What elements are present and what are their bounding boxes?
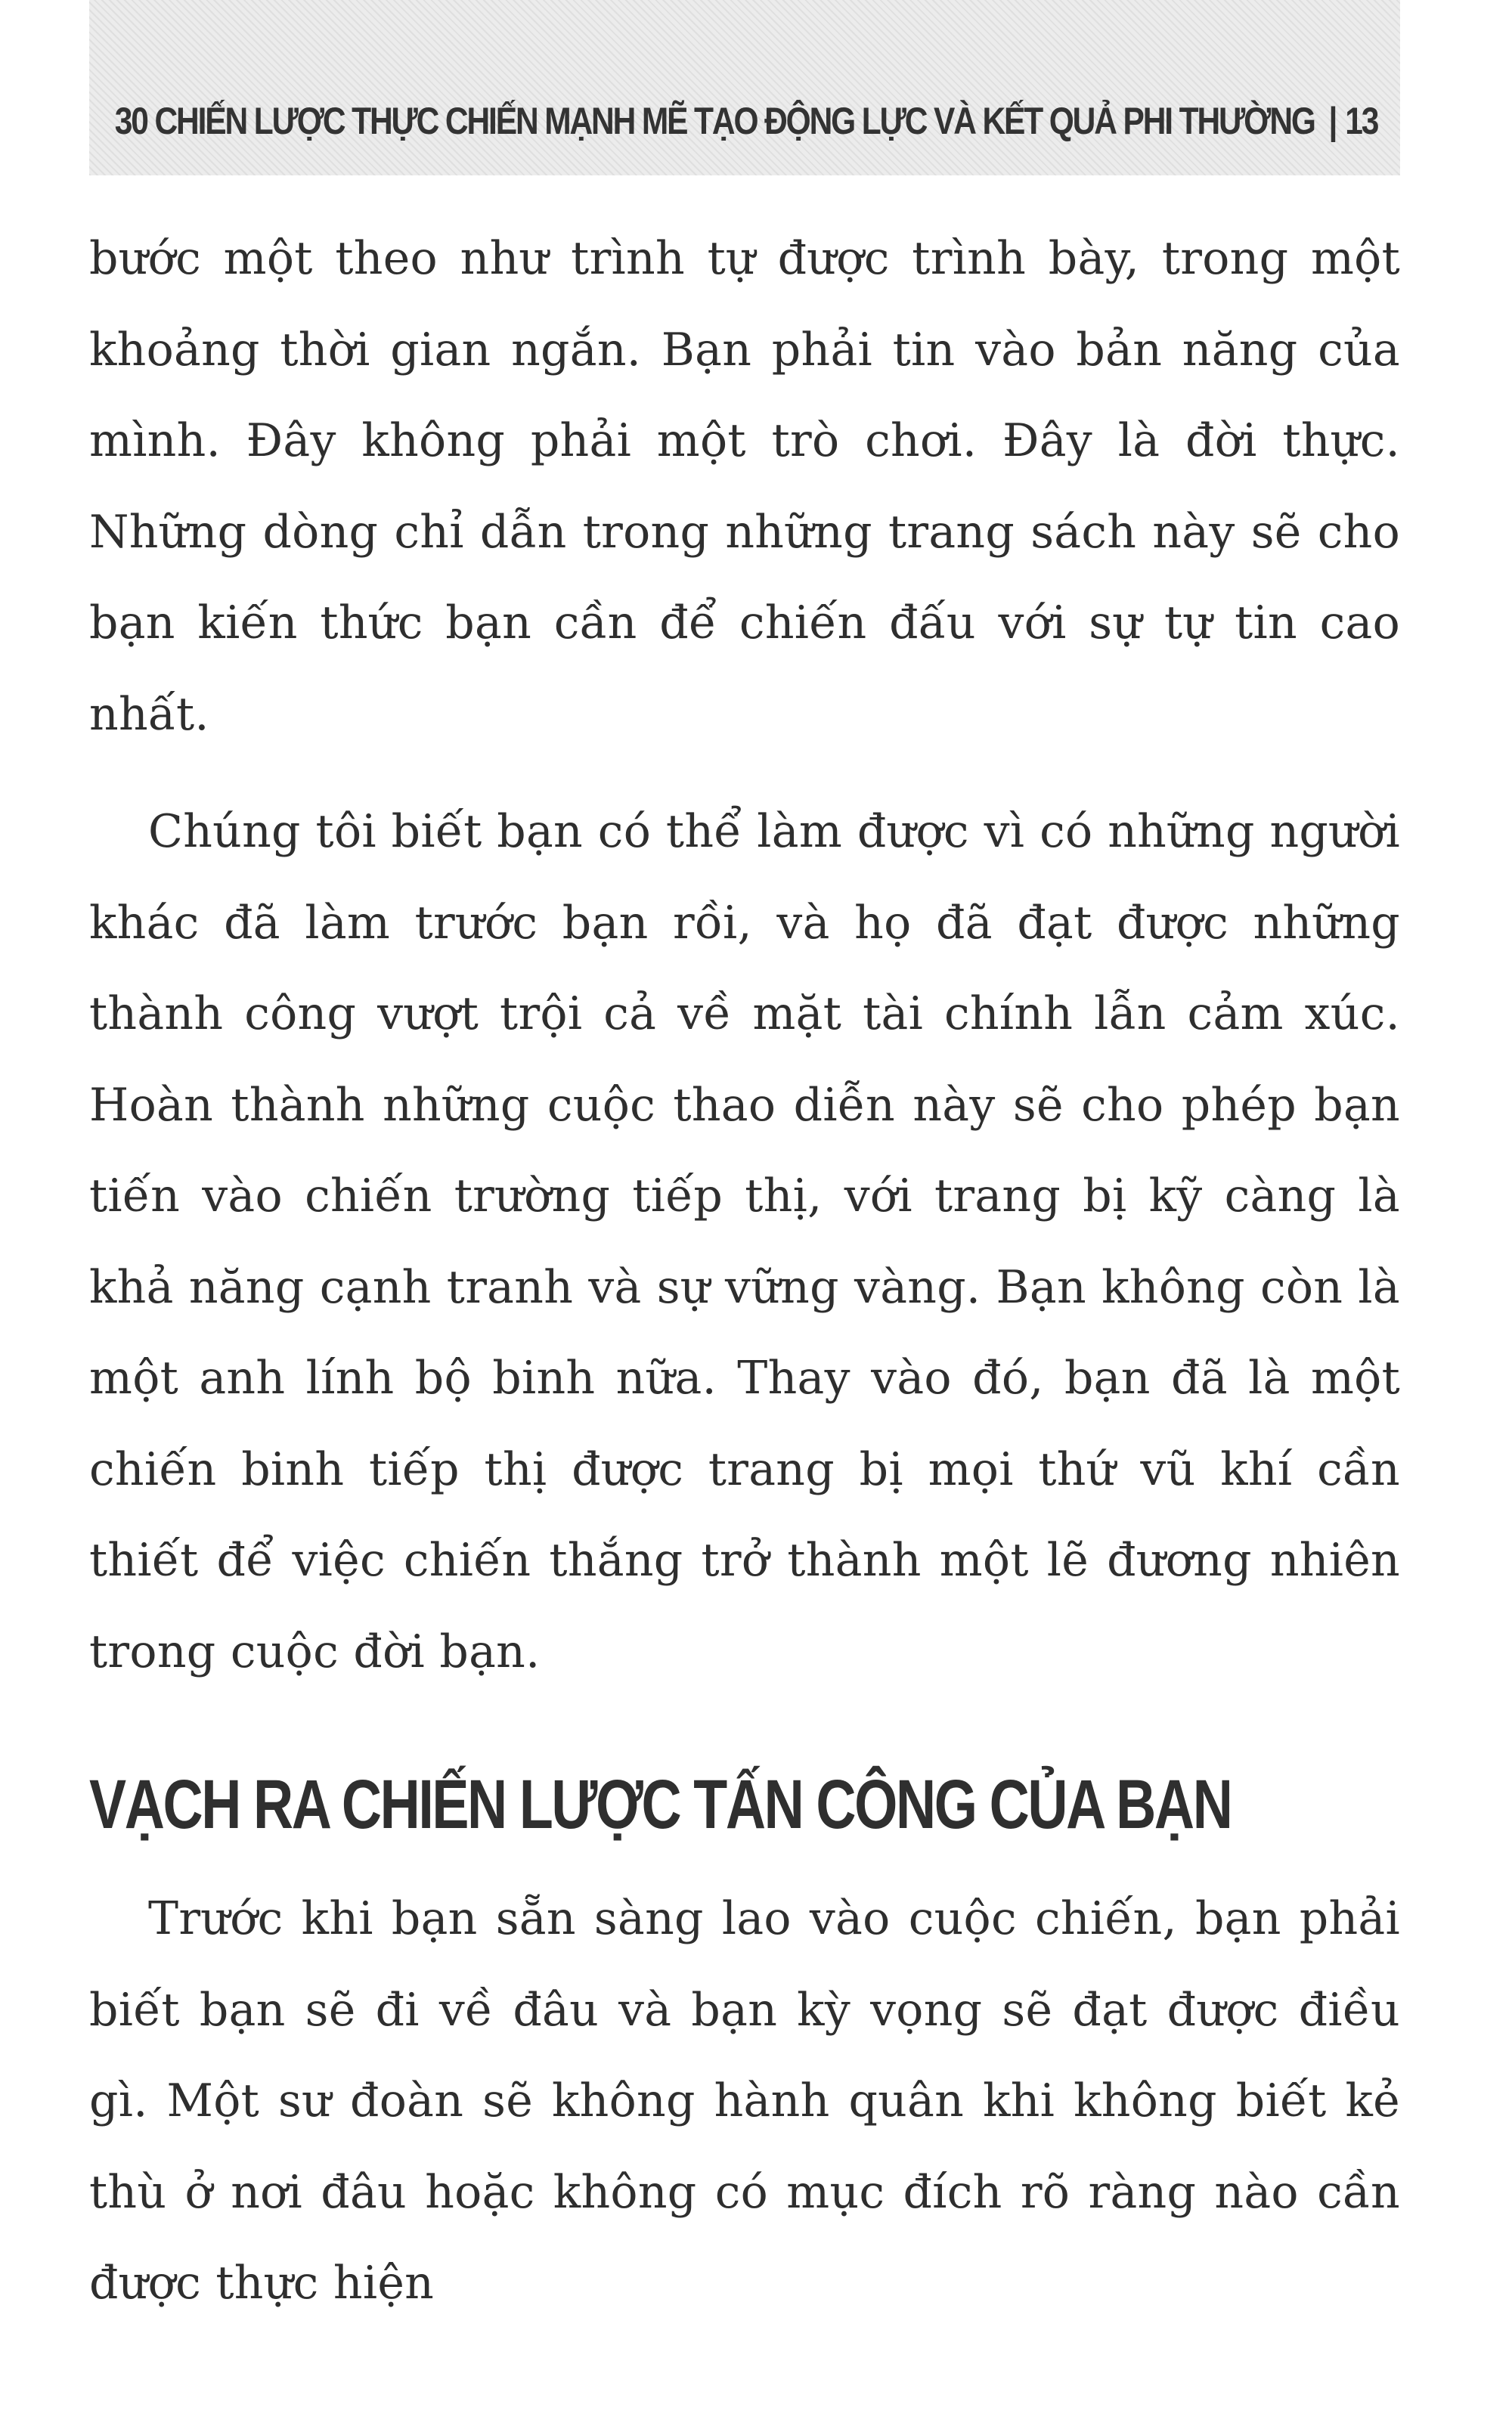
running-title: 30 CHIẾN LƯỢC THỰC CHIẾN MẠNH MẼ TẠO ĐỘNG LỰC VÀ KẾT QUẢ PHI THƯỜNG [114, 100, 1315, 142]
header-separator: | [1328, 100, 1337, 142]
running-header-text [115, 91, 1377, 151]
section-paragraph: Trước khi bạn sẵn sàng lao vào cuộc chiến, bạn phải biết bạn sẽ đi về đâu và bạn kỳ vọng sẽ đạt được điều gì. Một sư đoàn sẽ không hành quân khi không biết kẻ thù ở nơi đâu hoặc không có mục đích rõ ràng nào cần được thực hiện [89, 1892, 1400, 2310]
section-heading: VẠCH RA CHIẾN LƯỢC TẤN CÔNG CỦA BẠN [89, 1766, 1232, 1843]
running-header [89, 0, 1400, 175]
page-number: 13 [1344, 100, 1377, 142]
paragraph-second: Chúng tôi biết bạn có thể làm được vì có những người khác đã làm trước bạn rồi, và họ đã đạt được những thành công vượt trội cả về mặt tài chính lẫn cảm xúc. Hoàn thành những cuộc thao diễn này sẽ cho phép bạn tiến vào chiến trường tiếp thị, với trang bị kỹ càng là khả năng cạnh tranh và sự vững vàng. Bạn không còn là một anh lính bộ binh nữa. Thay vào đó, bạn đã là một chiến binh tiếp thị được trang bị mọi thứ vũ khí cần thiết để việc chiến thắng trở thành một lẽ đương nhiên trong cuộc đời bạn. [89, 805, 1400, 1678]
paragraph-continued: bước một theo như trình tự được trình bày, trong một khoảng thời gian ngắn. Bạn phải tin vào bản năng của mình. Đây không phải một trò chơi. Đây là đời thực. Những dòng chỉ dẫn trong những trang sách này sẽ cho bạn kiến thức bạn cần để chiến đấu với sự tự tin cao nhất. [89, 232, 1400, 741]
